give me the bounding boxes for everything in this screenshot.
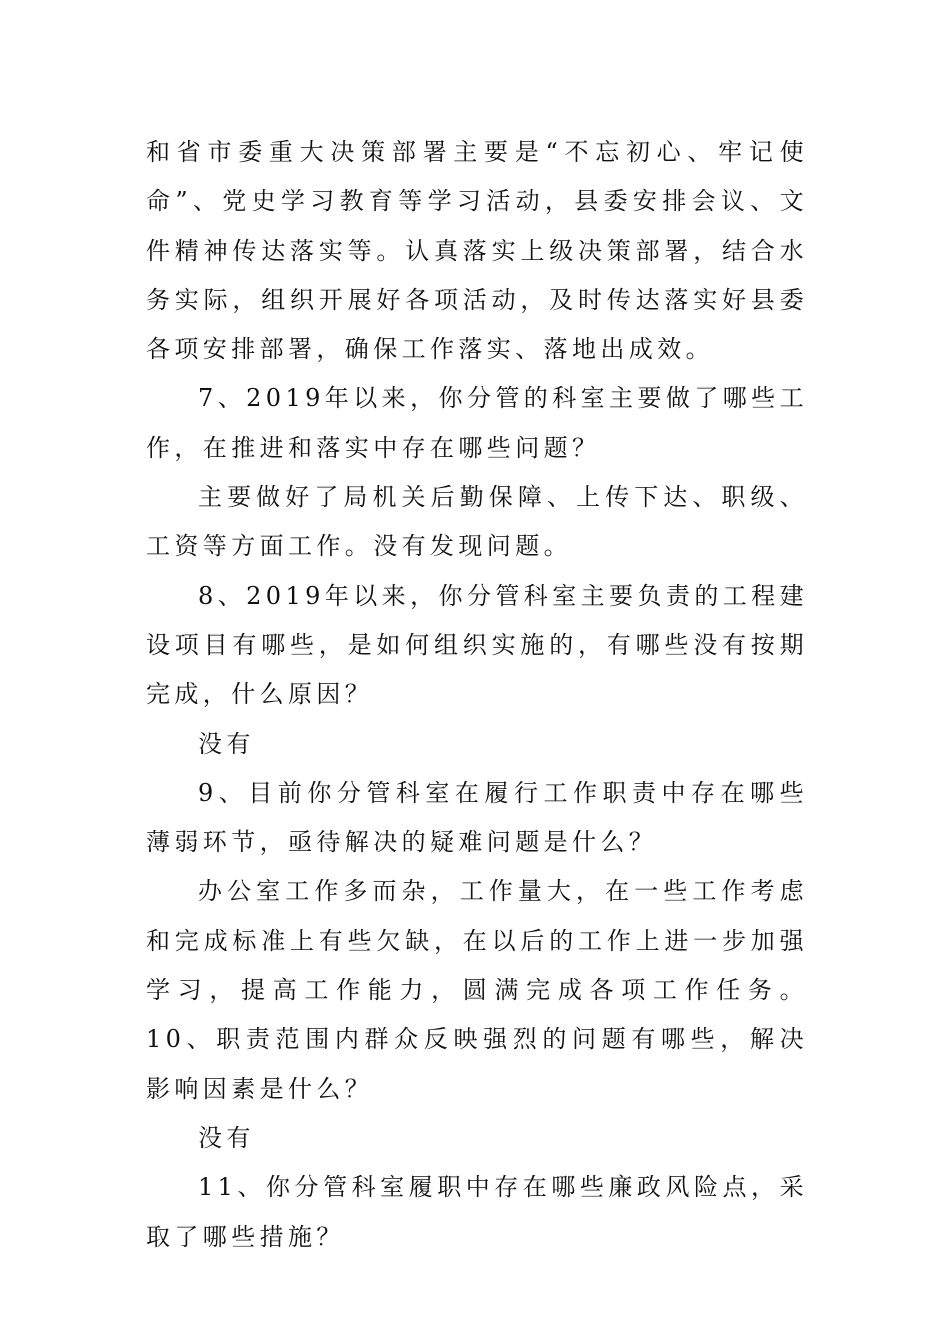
answer-10: 没有 — [198, 1123, 255, 1152]
answer-7: 主要做好了局机关后勤保障、上传下达、职级、工资等方面工作。没有发现问题。 — [146, 483, 808, 561]
question-7: 7、2019年以来，你分管的科室主要做了哪些工作，在推进和落实中存在哪些问题？ — [146, 384, 808, 462]
question-9: 9、目前你分管科室在履行工作职责中存在哪些薄弱环节，亟待解决的疑难问题是什么？ — [146, 778, 808, 857]
answer-8: 没有 — [198, 729, 255, 758]
question-8: 8、2019年以来，你分管科室主要负责的工程建设项目有哪些，是如何组织实施的，有哪些没有按期完成，什么原因？ — [146, 581, 808, 709]
paragraph-continuation: 和省市委重大决策部署主要是“不忘初心、牢记使命”、党史学习教育等学习活动，县委安排会议、文件精神传达落实等。认真落实上级决策部署，结合水务实际，组织开展好各项活动，及时传达落实好县委各项安排部署，确保工作落实、落地出成效。 — [146, 138, 808, 364]
question-11: 11、你分管科室履职中存在哪些廉政风险点，采取了哪些措施？ — [146, 1173, 808, 1251]
answer-9-and-question-10: 办公室工作多而杂，工作量大，在一些工作考虑和完成标准上有些欠缺，在以后的工作上进一步加强学习，提高工作能力，圆满完成各项工作任务。10、职责范围内群众反映强烈的问题有哪些，解决影响因素是什么？ — [146, 877, 808, 1103]
document-body — [146, 128, 808, 1262]
